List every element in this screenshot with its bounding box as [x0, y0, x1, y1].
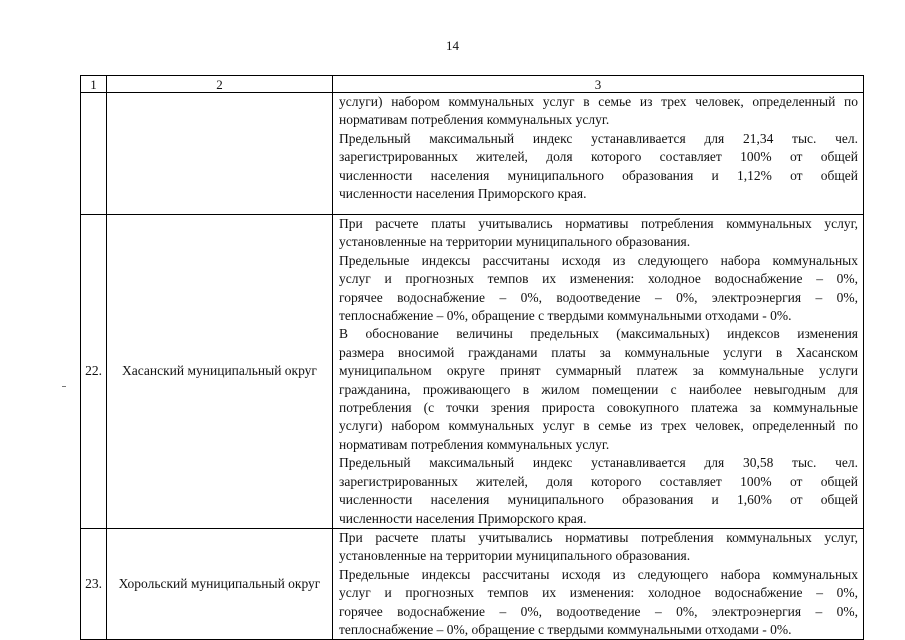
text-line: услуг и прогнозных темпов их изменения: холодное водоснабжение – 0%, — [339, 271, 858, 287]
text-line: При расчете платы учитывались нормативы потребления коммунальных услуг, — [339, 529, 858, 545]
text-line: зарегистрированных жителей, доля которого составляет 100% от общей — [339, 473, 858, 489]
header-cell-1: 1 — [81, 76, 107, 93]
text-line: гражданина, проживающего в жилом помещении с наиболее невыгодным для — [339, 381, 858, 397]
text-line: численности населения Приморского края. — [339, 510, 587, 526]
text-line: Предельные индексы рассчитаны исходя из следующего набора коммунальных — [339, 566, 858, 582]
text-line: муниципальном округе принят суммарный платеж за коммунальные услуги — [339, 363, 858, 379]
text-line: Предельный максимальный индекс устанавливается для 21,34 тыс. чел. — [339, 130, 858, 146]
tariff-index-table — [80, 75, 864, 640]
table-row-khasansky — [81, 215, 864, 529]
row-number — [81, 93, 107, 215]
row-number: 23. — [81, 528, 107, 639]
text-line: услуг и прогнозных темпов их изменения: холодное водоснабжение – 0%, — [339, 585, 858, 601]
municipality-name: Хасанский муниципальный округ — [107, 215, 333, 529]
text-line: Предельный максимальный индекс устанавливается для 30,58 тыс. чел. — [339, 455, 858, 471]
text-line: потребления (с точки зрения прироста совокупного платежа за коммунальные — [339, 400, 858, 416]
text-line: горячее водоснабжение – 0%, водоотведение – 0%, электроэнергия – 0%, — [339, 603, 858, 619]
municipality-name: Хорольский муниципальный округ — [107, 528, 333, 639]
text-line: теплоснабжение – 0%, обращение с твердыми коммунальными отходами - 0%. — [339, 308, 792, 324]
row-description — [333, 93, 864, 215]
row-description — [333, 215, 864, 529]
text-line: установленные на территории муниципального образования. — [339, 234, 691, 250]
text-line: нормативам потребления коммунальных услуг. — [339, 436, 610, 452]
page-number: 14 — [446, 38, 459, 53]
row-description — [333, 528, 864, 639]
text-line: численности населения муниципального образования и 1,12% от общей — [339, 167, 858, 183]
table-row-continuation — [81, 93, 864, 215]
text-line: горячее водоснабжение – 0%, водоотведение – 0%, электроэнергия – 0%, — [339, 289, 858, 305]
header-cell-3: 3 — [333, 76, 864, 93]
table-header-row — [81, 76, 864, 93]
table-row-khorolsky — [81, 528, 864, 639]
text-line: Предельные индексы рассчитаны исходя из следующего набора коммунальных — [339, 252, 858, 268]
text-line: услуги) набором коммунальных услуг в семье из трех человек, определенный по — [339, 94, 858, 109]
text-line: нормативам потребления коммунальных услуг. — [339, 112, 610, 128]
text-line: численности населения муниципального образования и 1,60% от общей — [339, 492, 858, 508]
text-line: установленные на территории муниципального образования. — [339, 548, 691, 564]
header-cell-2: 2 — [107, 76, 333, 93]
text-line: При расчете платы учитывались нормативы потребления коммунальных услуг, — [339, 216, 858, 231]
municipality-name — [107, 93, 333, 215]
text-line: теплоснабжение – 0%, обращение с твердыми коммунальными отходами - 0%. — [339, 621, 792, 637]
text-line: численности населения Приморского края. — [339, 186, 587, 202]
row-number: 22. — [81, 215, 107, 529]
text-line: зарегистрированных жителей, доля которого составляет 100% от общей — [339, 149, 858, 165]
text-line: В обоснование величины предельных (максимальных) индексов изменения — [339, 326, 858, 342]
text-line: размера вносимой гражданами платы за коммунальные услуги в Хасанском — [339, 344, 858, 360]
margin-mark — [62, 386, 66, 387]
text-line: услуги) набором коммунальных услуг в семье из трех человек, определенный по — [339, 418, 858, 434]
